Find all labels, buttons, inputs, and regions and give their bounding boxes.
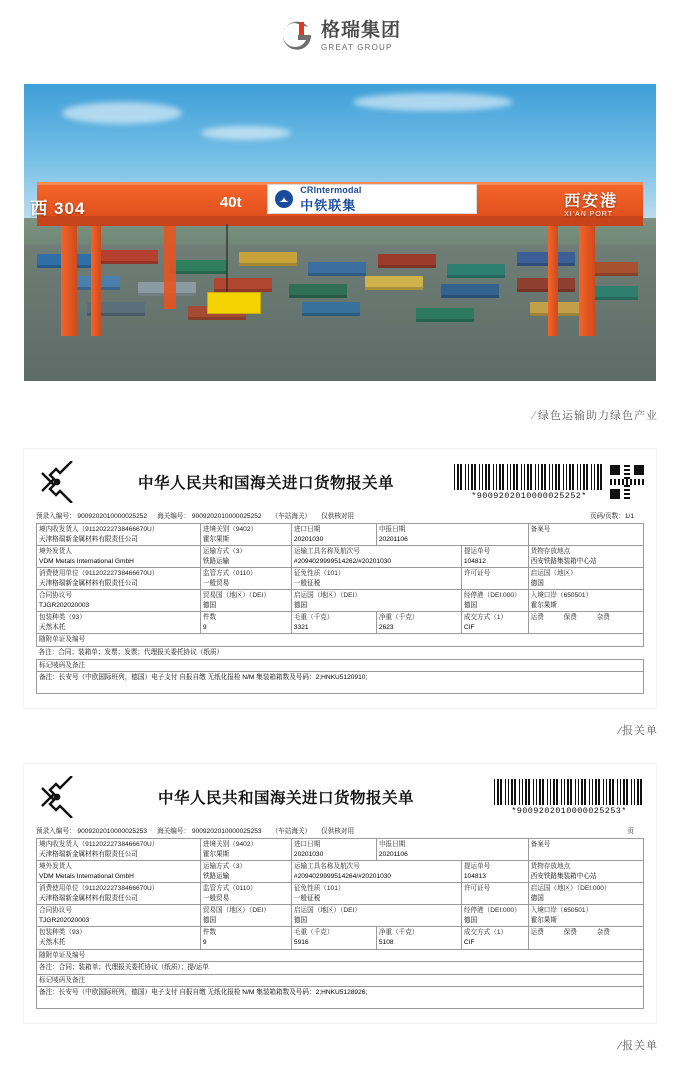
- license-label: 许可证号: [463, 570, 491, 578]
- declaration-caption-2: [0, 1037, 658, 1053]
- table-row: [37, 905, 644, 927]
- contract-label: 合同协议号: [39, 592, 72, 600]
- cell-record-no: [528, 839, 643, 861]
- consignee-value: 天津格瑞新金属材料有限责任公司: [39, 535, 138, 543]
- cell-packing: [37, 612, 201, 634]
- exempt-label: 征免性质（101）: [293, 885, 345, 893]
- cell-exempt: [291, 568, 461, 590]
- misc-label: 杂费: [596, 614, 610, 622]
- consignee-value: 天津格瑞新金属材料有限责任公司: [39, 850, 138, 858]
- meta-pages: 页: [627, 828, 634, 836]
- cell-entry-port: [528, 905, 643, 927]
- crane-label-capacity: 40t: [219, 193, 242, 211]
- cell-net: [376, 612, 461, 634]
- insurance-label: 保费: [563, 614, 577, 622]
- crane-leg: [91, 226, 101, 336]
- table-row: [37, 524, 644, 546]
- qr-code-icon: [610, 465, 644, 499]
- page-title: 中华人民共和国海关进口货物报关单: [137, 475, 394, 492]
- cell-port: [200, 524, 291, 546]
- cell-docs-label: [37, 634, 644, 647]
- trade-country-label: 贸易国（地区）（DEI）: [202, 907, 270, 915]
- port-value: 霍尔果斯: [202, 850, 230, 858]
- port-name-en: XI'AN PORT: [564, 210, 614, 218]
- cell-departure-port: [291, 905, 461, 927]
- declaration-meta: [36, 824, 644, 838]
- packing-value: 天然木托: [39, 623, 66, 631]
- transit-value: 德国: [463, 601, 478, 609]
- caption-slash: ⁄: [619, 725, 622, 738]
- photo-card: [24, 76, 656, 389]
- cell-consumer: [37, 883, 201, 905]
- entry-port-value: 霍尔果斯: [530, 916, 557, 924]
- decl-date-label: 申报日期: [378, 841, 406, 849]
- transport-name-label: 运输工具名称及航次号: [293, 548, 360, 556]
- cell-docs-label: [37, 949, 644, 962]
- marks-value: 备注：长安号（中欧国际班列，德国）电子支付 自报自缴 无纸化报检 N/M 集装箱箱数及号码：2;HNKU5128926;: [39, 989, 368, 997]
- crane-beam-lower: [37, 216, 644, 226]
- cell-trade-country: [200, 905, 291, 927]
- port-photo: [24, 84, 656, 381]
- cell-marks-value: [37, 672, 644, 694]
- cell-pieces: [200, 612, 291, 634]
- page-title: 中华人民共和国海关进口货物报关单: [157, 790, 414, 808]
- transport-name-label: 运输工具名称及航次号: [293, 863, 360, 871]
- cloud-shape: [353, 93, 513, 111]
- supervise-label: 监管方式（0110）: [202, 885, 257, 893]
- cell-marks-label: [37, 659, 644, 672]
- cell-transport-mode: [200, 546, 291, 568]
- misc-label: 杂费: [596, 929, 610, 937]
- cell-marks-label: [37, 974, 644, 987]
- import-date-label: 进口日期: [293, 526, 321, 533]
- record-no-label: 备案号: [530, 526, 551, 533]
- departure-port-value: 德国: [293, 601, 308, 609]
- customs-emblem-icon: [36, 776, 78, 818]
- supervise-value: 一般贸易: [202, 579, 230, 587]
- net-value: 5108: [378, 939, 394, 947]
- table-row: [37, 590, 644, 612]
- consumer-label: 消费使用单位（91120222738466670U）: [39, 570, 159, 578]
- decl-date-label: 申报日期: [378, 526, 406, 533]
- cell-import-date: [291, 839, 376, 861]
- caption-slash: ⁄: [619, 1040, 622, 1053]
- exempt-value: 一般征税: [293, 894, 321, 902]
- transport-mode-label: 运输方式（3）: [202, 548, 247, 556]
- meta-station: （车站海关）: [271, 513, 312, 520]
- trade-country-value: 德国: [202, 601, 217, 609]
- table-row: [37, 659, 644, 672]
- supervise-label: 监管方式（0110）: [202, 570, 257, 578]
- decl-date-value: 20201106: [378, 850, 408, 858]
- crane-leg: [548, 226, 558, 336]
- cell-storage: [528, 861, 643, 883]
- cell-trade-country: [200, 590, 291, 612]
- cell-transit: [461, 590, 528, 612]
- declaration-card-1: [24, 449, 656, 708]
- exempt-value: 一般征税: [293, 579, 321, 587]
- cell-docs-value: [37, 647, 644, 660]
- cell-origin-country: [528, 568, 643, 590]
- departure-port-value: 德国: [293, 916, 308, 924]
- meta-pages: 页码/页数：1/1: [590, 513, 634, 520]
- cell-gross: [291, 612, 376, 634]
- cell-overseas: [37, 546, 201, 568]
- barcode-number: *9009202010000025252*: [471, 490, 587, 501]
- cell-consignee: [37, 839, 201, 861]
- brand-header: [0, 0, 680, 72]
- crane-sign-cn: 中铁联集: [300, 197, 357, 213]
- meta-declarant-label: 预录入编号：: [36, 828, 76, 836]
- declaration-table-2: [36, 838, 644, 1009]
- table-row: [37, 568, 644, 590]
- transit-label: 经停港（DEI:000）: [463, 907, 521, 915]
- cell-overseas: [37, 861, 201, 883]
- net-value: 2623: [378, 623, 394, 631]
- table-row: [37, 974, 644, 987]
- cell-origin-country: [528, 883, 643, 905]
- transit-label: 经停港（DEI:000）: [463, 592, 521, 600]
- bill-no-label: 提运单号: [463, 548, 491, 556]
- entry-port-label: 入境口岸（650501）: [530, 907, 593, 915]
- terms-label: 成交方式（1）: [463, 929, 508, 937]
- meta-declarant: [36, 510, 157, 520]
- declaration-card-2: [24, 764, 656, 1023]
- cell-import-date: [291, 524, 376, 546]
- spreader: [207, 292, 261, 314]
- gross-label: 毛重（千克）: [293, 614, 334, 622]
- meta-note: 仅供核对用: [321, 828, 355, 836]
- gantry-crane: [37, 182, 644, 336]
- crane-leg: [579, 226, 595, 336]
- import-date-value: 20201030: [293, 850, 324, 858]
- cloud-shape: [62, 102, 182, 124]
- overseas-label: 境外发货人: [39, 548, 72, 556]
- terms-value: CIF: [463, 623, 475, 631]
- table-row: [37, 949, 644, 962]
- entry-port-label: 入境口岸（650501）: [530, 592, 593, 600]
- cell-license: [461, 883, 528, 905]
- declaration-header: [36, 459, 644, 509]
- transport-name-value: #2094029999514262/#20201030: [293, 557, 392, 565]
- crane-sign: [267, 184, 477, 214]
- port-label: 进境关别（9402）: [202, 841, 258, 849]
- port-value: 霍尔果斯: [202, 535, 230, 543]
- cell-license: [461, 568, 528, 590]
- packing-label: 包装种类（93）: [39, 929, 86, 937]
- marks-label: 标记唛码及备注: [39, 661, 86, 669]
- barcode-bars: [494, 779, 644, 805]
- overseas-label: 境外发货人: [39, 863, 72, 871]
- consumer-label: 消费使用单位（91120222738466670U）: [39, 885, 159, 893]
- cell-entry-port: [528, 590, 643, 612]
- contract-label: 合同协议号: [39, 907, 72, 915]
- pieces-value: 9: [202, 623, 207, 631]
- meta-note: 仅供核对用: [321, 513, 355, 520]
- cell-exempt: [291, 883, 461, 905]
- table-row: [37, 612, 644, 634]
- marks-value: 备注：长安号（中欧国际班列，德国）电子支付 自报自缴 无纸化报检 N/M 集装箱箱数及号码：2;HNKU5120910;: [39, 674, 368, 682]
- docs-value: 各注：合同；装箱单；发票；发票；代理报关委托协议（纸质）: [38, 649, 224, 657]
- port-label: 进境关别（9402）: [202, 526, 258, 533]
- bill-no-label: 提运单号: [463, 863, 491, 871]
- contract-value: TJGR202020003: [39, 916, 90, 924]
- contract-value: TJGR202020003: [39, 601, 90, 609]
- pieces-value: 9: [202, 939, 207, 947]
- docs-label: 随附单证及编号: [39, 636, 86, 644]
- freight-label: 运费: [530, 929, 544, 937]
- declaration-caption-1: [0, 722, 658, 738]
- cell-consumer: [37, 568, 201, 590]
- port-name: [564, 188, 618, 218]
- port-name-cn: 西安港: [564, 192, 619, 210]
- photo-caption: [0, 407, 658, 423]
- cell-record-no: [528, 524, 643, 546]
- declaration-table-1: [36, 523, 644, 694]
- cell-marks-value: [37, 987, 644, 1009]
- cell-storage: [528, 546, 643, 568]
- origin-country-label: 启运国（地区）（DEI:000）: [530, 885, 611, 893]
- table-row: [37, 672, 644, 694]
- gross-value: 5916: [293, 939, 309, 947]
- barcode: [494, 779, 644, 816]
- table-row: [37, 962, 644, 975]
- cell-contract: [37, 905, 201, 927]
- trade-country-value: 德国: [202, 916, 217, 924]
- cell-consignee: [37, 524, 201, 546]
- meta-station: （车站海关）: [271, 828, 312, 836]
- table-row: [37, 839, 644, 861]
- net-label: 净重（千克）: [378, 929, 419, 937]
- cell-supervise: [200, 883, 291, 905]
- departure-port-label: 启运国（地区）（DEI）: [293, 592, 361, 600]
- meta-customs-no-value: 9009202010000025253: [191, 828, 262, 836]
- meta-declarant: [36, 825, 157, 835]
- table-row: [37, 927, 644, 949]
- gross-label: 毛重（千克）: [293, 929, 334, 937]
- brand-name-en: GREAT GROUP: [320, 42, 393, 52]
- cell-terms: [461, 612, 528, 634]
- meta-customs-no-label: 海关编号：: [157, 828, 191, 836]
- cell-port: [200, 839, 291, 861]
- crane-truss: [164, 226, 176, 309]
- china-railway-logo-icon: [274, 189, 294, 209]
- brand-name-cn: 格瑞集团: [320, 19, 401, 41]
- cg-monogram-icon: [279, 19, 313, 53]
- storage-value: 西安铁路集装箱中心站: [530, 557, 597, 565]
- storage-label: 货物存放地点: [530, 548, 571, 556]
- consumer-value: 天津格瑞新金属材料有限责任公司: [39, 894, 138, 902]
- meta-customs-no-value: 9009202010000025252: [191, 513, 262, 520]
- cell-net: [376, 927, 461, 949]
- cell-packing: [37, 927, 201, 949]
- barcode-bars: [454, 464, 604, 490]
- crane-leg: [61, 226, 77, 336]
- storage-value: 西安铁路集装箱中心站: [530, 872, 597, 880]
- cell-decl-date: [376, 839, 528, 861]
- meta-customs-no-label: 海关编号：: [157, 513, 191, 520]
- cell-transport-mode: [200, 861, 291, 883]
- declaration-meta: [36, 509, 644, 523]
- net-label: 净重（千克）: [378, 614, 419, 622]
- trade-country-label: 贸易国（地区）（DEI）: [202, 592, 270, 600]
- freight-label: 运费: [530, 614, 544, 622]
- import-date-label: 进口日期: [293, 841, 321, 849]
- table-row: [37, 634, 644, 647]
- declaration-caption-2-text: 报关单: [622, 1040, 658, 1053]
- entry-port-value: 霍尔果斯: [530, 601, 557, 609]
- meta-declarant-value: 9009202010000025253: [77, 828, 148, 836]
- cell-transit: [461, 905, 528, 927]
- consumer-value: 天津格瑞新金属材料有限责任公司: [39, 579, 138, 587]
- import-date-value: 20201030: [293, 535, 324, 543]
- consignee-label: 境内收发货人（91120222738466670U）: [39, 841, 159, 849]
- bill-no-value: 104812: [463, 557, 486, 565]
- cloud-shape: [201, 126, 291, 140]
- docs-label: 随附单证及编号: [39, 951, 86, 959]
- meta-customs-no: [157, 510, 272, 520]
- gross-value: 3321: [293, 623, 309, 631]
- cell-contract: [37, 590, 201, 612]
- table-row: [37, 647, 644, 660]
- meta-declarant-value: 9009202010000025252: [77, 513, 148, 520]
- cell-bill-no: [461, 546, 528, 568]
- supervise-value: 一般贸易: [202, 894, 230, 902]
- insurance-label: 保费: [563, 929, 577, 937]
- origin-country-value: 德国: [530, 894, 544, 902]
- transport-name-value: #2094029999514264/#20201030: [293, 872, 392, 880]
- transport-mode-value: 铁路运输: [202, 557, 230, 565]
- cell-departure-port: [291, 590, 461, 612]
- bill-no-value: 104813: [463, 872, 486, 880]
- cell-supervise: [200, 568, 291, 590]
- storage-label: 货物存放地点: [530, 863, 571, 871]
- terms-label: 成交方式（1）: [463, 614, 508, 622]
- declaration-header: [36, 774, 644, 824]
- customs-emblem-icon: [36, 461, 78, 503]
- cell-decl-date: [376, 524, 528, 546]
- cell-transport-name: [291, 861, 461, 883]
- cell-terms: [461, 927, 528, 949]
- cell-pieces: [200, 927, 291, 949]
- table-row: [37, 546, 644, 568]
- barcode: [454, 464, 604, 501]
- hoist-rope: [226, 224, 228, 295]
- record-no-label: 备案号: [530, 841, 551, 849]
- origin-country-value: 德国: [530, 579, 544, 587]
- terms-value: CIF: [463, 939, 475, 947]
- declaration-caption-1-text: 报关单: [622, 725, 658, 738]
- transit-value: 德国: [463, 916, 478, 924]
- crane-label-left: 西 304: [30, 198, 86, 218]
- cell-gross: [291, 927, 376, 949]
- pieces-label: 件数: [202, 929, 217, 937]
- table-row: [37, 883, 644, 905]
- cell-bill-no: [461, 861, 528, 883]
- departure-port-label: 启运国（地区）（DEI）: [293, 907, 361, 915]
- exempt-label: 征免性质（101）: [293, 570, 345, 578]
- table-row: [37, 987, 644, 1009]
- transport-mode-value: 铁路运输: [202, 872, 230, 880]
- caption-slash: ⁄: [533, 410, 536, 422]
- license-label: 许可证号: [463, 885, 491, 893]
- docs-value: 各注：合同；装箱单；代理报关委托协议（纸质）；提/运单: [39, 964, 209, 972]
- crane-sign-en: CRIntermodal: [300, 184, 362, 195]
- overseas-value: VDM Metals International GmbH: [39, 872, 134, 880]
- transport-mode-label: 运输方式（3）: [202, 863, 247, 871]
- photo-caption-text: 绿色运输助力绿色产业: [538, 410, 658, 422]
- cell-docs-value: [37, 962, 644, 975]
- cell-transport-name: [291, 546, 461, 568]
- marks-label: 标记唛码及备注: [39, 976, 86, 984]
- pieces-label: 件数: [202, 614, 217, 622]
- origin-country-label: 启运国（地区）: [530, 570, 577, 578]
- table-row: [37, 861, 644, 883]
- packing-label: 包装种类（93）: [39, 614, 86, 622]
- meta-customs-no: [157, 825, 272, 835]
- cell-charges: [528, 612, 643, 634]
- meta-declarant-label: 预录入编号：: [36, 513, 76, 520]
- packing-value: 天然木托: [39, 939, 66, 947]
- consignee-label: 境内收发货人（91120222738466670U）: [39, 526, 159, 533]
- decl-date-value: 20201106: [378, 535, 408, 543]
- barcode-number: *9009202010000025253*: [511, 805, 627, 816]
- cell-charges: [528, 927, 643, 949]
- overseas-value: VDM Metals International GmbH: [39, 557, 134, 565]
